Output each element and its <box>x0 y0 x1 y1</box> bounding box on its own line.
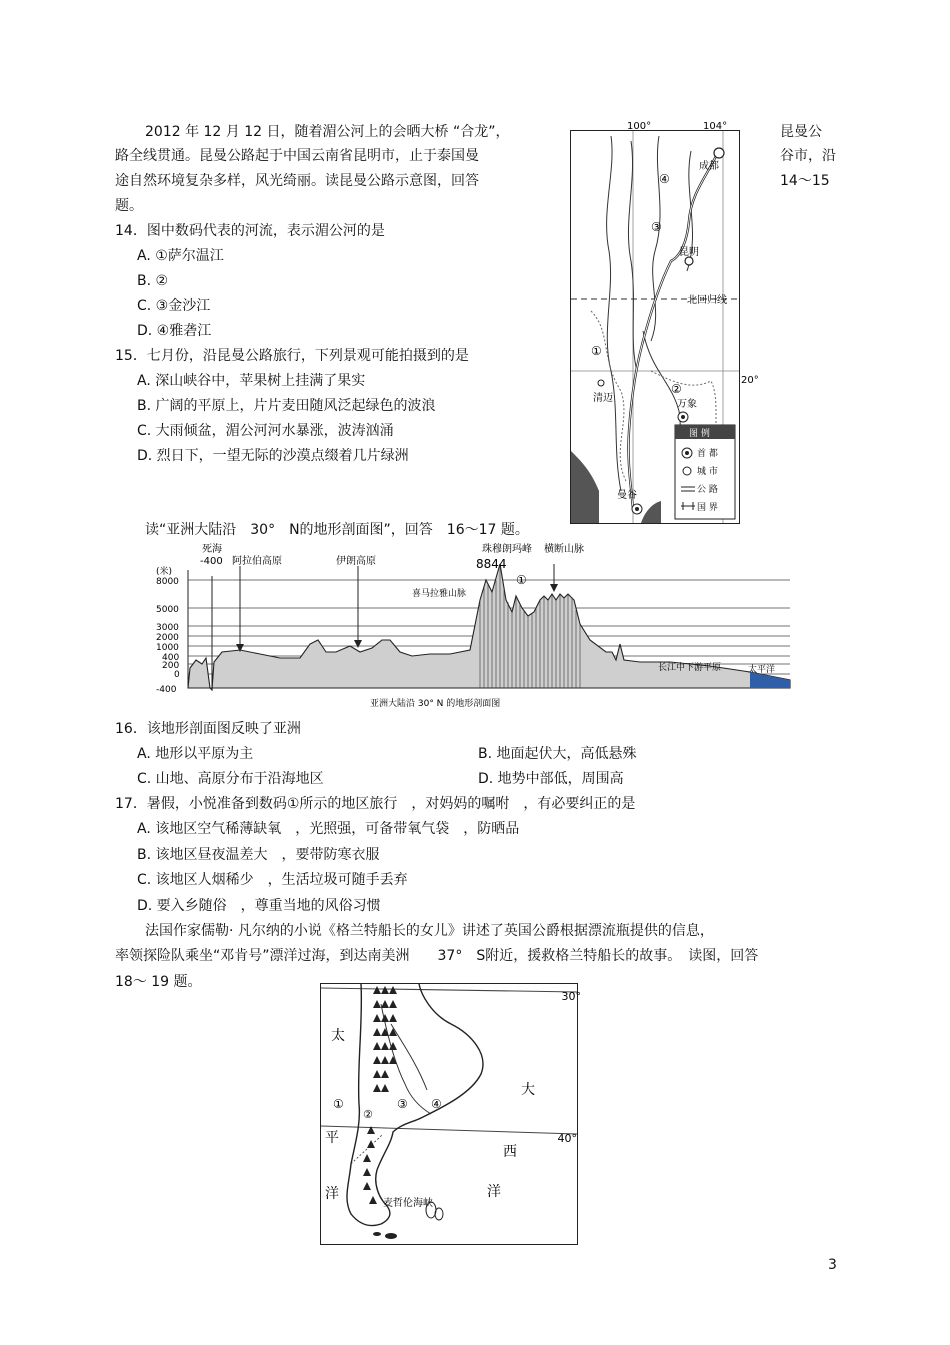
map1-wanxiang: 万象 <box>677 399 697 410</box>
map1-legend-title: 图 例 <box>689 429 710 439</box>
map2-tai: 太 <box>331 1028 345 1044</box>
q15-option-a[interactable]: A. 深山峡谷中，苹果树上挂满了果实 <box>137 373 366 389</box>
q17-option-a[interactable]: A. 该地区空气稀薄缺氧 ，光照强，可备带氧气袋 ，防晒品 <box>137 821 520 837</box>
intro2: 读“亚洲大陆沿 30° N的地形剖面图”，回答 16～17 题。 <box>145 522 529 538</box>
map1-river4: ④ <box>659 172 670 186</box>
map2-c4: ④ <box>431 1097 442 1111</box>
map2-ping: 平 <box>325 1130 339 1146</box>
q17-option-b[interactable]: B. 该地区昼夜温差大 ，要带防寒衣服 <box>137 847 380 863</box>
map1-drawing <box>571 121 759 523</box>
map2-c1: ① <box>333 1097 344 1111</box>
intro1-line4: 题。 <box>115 198 143 214</box>
q15-stem: 15．七月份，沿昆曼公路旅行，下列景观可能拍摄到的是 <box>115 348 469 364</box>
intro3-line3: 18～ 19 题。 <box>115 974 202 990</box>
profile-dead-sea-val: -400 <box>200 556 223 567</box>
intro3-line2: 率领探险队乘坐“邓肯号”漂洋过海，到达南美洲 37° S附近，援救格兰特船长的故事。 读图，回答 <box>115 948 759 964</box>
map1-river1: ① <box>591 344 602 358</box>
profile-drawing <box>150 540 795 710</box>
profile-tick-3000: 3000 <box>156 623 179 633</box>
q14-option-d[interactable]: D. ④雅砻江 <box>137 323 212 339</box>
profile-yangtze: 长江中下游平原 <box>658 663 722 673</box>
map2-magellan: 麦哲伦海峡 <box>383 1198 433 1209</box>
map2-c2: ② <box>363 1108 373 1121</box>
q15-option-d[interactable]: D. 烈日下，一望无际的沙漠点缀着几片绿洲 <box>137 448 409 464</box>
kunming-bangkok-map <box>570 121 759 524</box>
map2-drawing <box>321 984 581 1244</box>
intro1-line2: 路全线贯通。昆曼公路起于中国云南省昆明市，止于泰国曼 <box>115 148 479 164</box>
q15-option-c[interactable]: C. 大雨倾盆，湄公河河水暴涨，波涛汹涌 <box>137 423 394 439</box>
q14-stem: 14．图中数码代表的河流，表示湄公河的是 <box>115 223 385 239</box>
profile-tick-200: 200 <box>162 661 180 671</box>
map1-lat: 20° <box>741 375 759 386</box>
profile-arabian: 阿拉伯高原 <box>232 556 282 567</box>
profile-dead-sea: 死海 <box>202 544 222 555</box>
map2-lat40: 40° <box>557 1132 577 1145</box>
map1-lon2: 104° <box>703 121 728 132</box>
q16-option-c[interactable]: C. 山地、高原分布于沿海地区 <box>137 771 324 787</box>
map2-lat30: 30° <box>561 990 581 1003</box>
map2-xi: 西 <box>503 1144 517 1160</box>
q16-option-d[interactable]: D. 地势中部低，周围高 <box>478 771 624 787</box>
intro1-line3: 途自然环境复杂多样，风光绮丽。读昆曼公路示意图，回答 <box>115 173 479 189</box>
q17-option-c[interactable]: C. 该地区人烟稀少 ，生活垃圾可随手丢弃 <box>137 872 408 888</box>
map1-chengdu: 成都 <box>699 161 719 172</box>
profile-tick-1000: 1000 <box>156 643 179 653</box>
profile-tick-8000: 8000 <box>156 577 179 587</box>
profile-pacific: 太平洋 <box>748 665 776 675</box>
profile-caption: 亚洲大陆沿 30° N 的地形剖面图 <box>370 699 501 709</box>
profile-hengduan: 横断山脉 <box>544 544 584 555</box>
map1-tropic: 北回归线 <box>687 295 727 306</box>
map2-yang2: 洋 <box>487 1184 501 1200</box>
q15-option-b[interactable]: B. 广阔的平原上，片片麦田随风泛起绿色的波浪 <box>137 398 436 414</box>
map1-river3: ③ <box>651 220 662 234</box>
map1-legend-border: 国 界 <box>697 503 718 513</box>
intro3-line1: 法国作家儒勒· 凡尔纳的小说《格兰特船长的女儿》讲述了英国公爵根据漂流瓶提供的信息， <box>145 923 714 939</box>
intro1-right3: 14～15 <box>780 173 830 189</box>
intro1-line1: 2012 年 12 月 12 日，随着湄公河上的会晒大桥 “合龙”， <box>145 124 510 140</box>
profile-himalaya: 喜马拉雅山脉 <box>412 589 467 599</box>
map1-mangu: 曼谷 <box>617 490 637 501</box>
map1-legend-capital: 首 都 <box>697 449 718 459</box>
profile-iran: 伊朗高原 <box>336 556 376 567</box>
map2-yang: 洋 <box>325 1186 339 1202</box>
terrain-profile-figure <box>150 540 795 710</box>
profile-everest: 珠穆朗玛峰 <box>482 544 532 555</box>
map2-c3: ③ <box>397 1097 408 1111</box>
profile-tick-0: 0 <box>174 670 180 680</box>
profile-tick-neg400: -400 <box>156 685 177 695</box>
q16-option-b[interactable]: B. 地面起伏大，高低悬殊 <box>478 746 637 762</box>
q17-option-d[interactable]: D. 要入乡随俗 ，尊重当地的风俗习惯 <box>137 898 381 914</box>
profile-everest-val: 8844 <box>476 557 507 571</box>
map1-legend-road: 公 路 <box>697 485 718 495</box>
intro1-right2: 谷市，沿 <box>780 148 836 164</box>
q14-option-c[interactable]: C. ③金沙江 <box>137 298 211 314</box>
map1-lon1: 100° <box>627 121 652 132</box>
map2-da: 大 <box>521 1082 535 1098</box>
q14-option-b[interactable]: B. ② <box>137 273 169 289</box>
profile-tick-400: 400 <box>162 653 180 663</box>
intro1-right1: 昆曼公 <box>780 124 822 140</box>
south-america-map <box>320 983 581 1245</box>
profile-unit: (米) <box>156 567 173 577</box>
profile-tick-2000: 2000 <box>156 633 179 643</box>
map1-legend-city: 城 市 <box>697 467 718 477</box>
q16-stem: 16．该地形剖面图反映了亚洲 <box>115 721 301 737</box>
map1-river2: ② <box>671 382 682 396</box>
q17-stem: 17．暑假，小悦准备到数码①所示的地区旅行 ，对妈妈的嘱咐 ，有必要纠正的是 <box>115 796 636 812</box>
q14-option-a[interactable]: A. ①萨尔温江 <box>137 248 224 264</box>
map1-qingmai: 清迈 <box>593 393 613 404</box>
page-number: 3 <box>828 1257 837 1273</box>
q16-option-a[interactable]: A. 地形以平原为主 <box>137 746 254 762</box>
profile-tick-5000: 5000 <box>156 605 179 615</box>
profile-circle1: ① <box>516 573 527 587</box>
map1-kunming: 昆明 <box>679 247 699 258</box>
